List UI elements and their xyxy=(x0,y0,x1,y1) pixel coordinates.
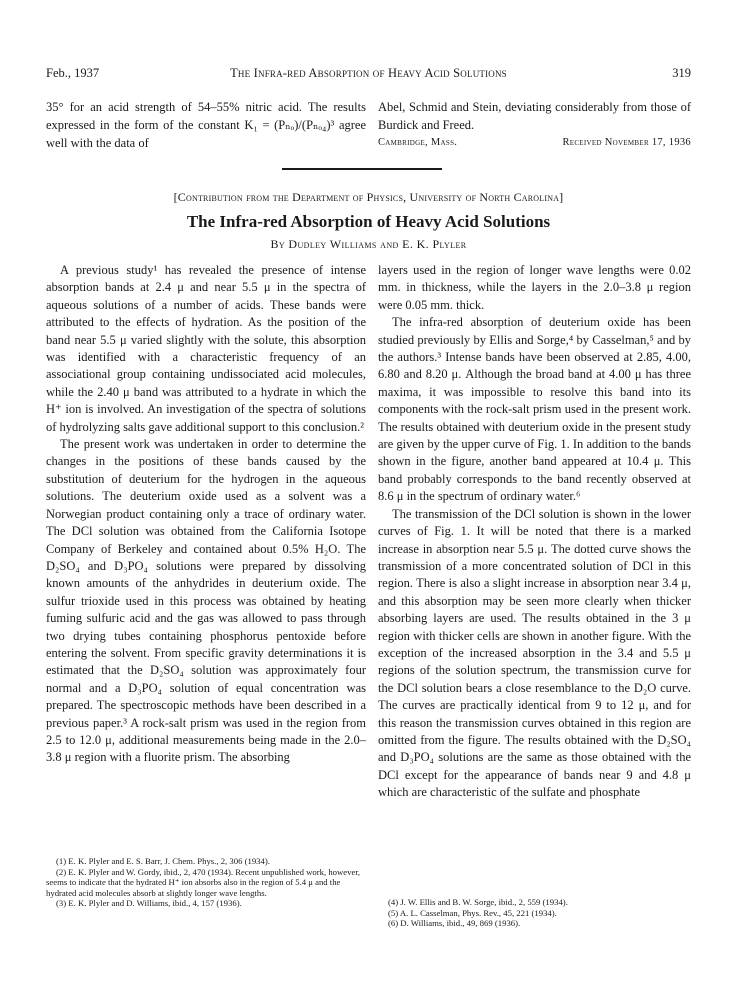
paragraph: The transmission of the DCl solution is shown in the lower curves of Fig. 1. It will be noted that there is a marked increase in absorption near 5.5 μ. The dotted curve shows the transmission of a more concentrated solution of DCl in this region. There is also a slight increase in absorption near 3.4 μ, and this absorption may be seen more clearly when thicker absorbing layers are used. The results obtained in the 3 μ region with thicker cells are shown in another figure. With the exception of the increased absorption in the 3.4 and 5.5 μ regions of the solution spectrum, the transmission curve for the DCl solution bears a close resemblance to the D₂O curve. The curves are practically identical from 9 to 12 μ, and for this reason the transmission curves obtained in this region are omitted from the figure. The results obtained with the D₂SO₄ and D₃PO₄ solutions are the same as those obtained with the DCl except for the appearance of bands near 9 and 4.8 μ which are characteristic of the sulfate and phosphate xyxy=(378,506,691,800)
article-byline: By Dudley Williams and E. K. Plyler xyxy=(270,237,467,251)
issue-date: Feb., 1937 xyxy=(46,66,100,80)
paragraph: A previous study¹ has revealed the presence of intense absorption bands at 2.4 μ and near 5.5 μ in the spectra of aqueous solutions of a number of acids. These bands were attributed to the effects of hydration. As the position of the band near 5.5 μ varied slightly with the solute, this absorption was identified with a characteristic frequency of an associational group containing undissociated acid molecules, while the 2.40 μ band was attributed to a hydrate in which the H⁺ ion is involved. An investigation of the spectra of solutions of hydrolyzing salts gave additional support to this conclusion.² xyxy=(46,263,366,434)
paragraph: The present work was undertaken in order to determine the changes in the positions of these bands caused by the substitution of deuterium for the hydrogen in the aqueous solutions. The deuterium oxide used as a solvent was a Norwegian product containing only a trace of ordinary water. The DCl solution was obtained from the California Isotope Company of Berkeley and contained about 0.5% H₂O. The D₂SO₄ and D₃PO₄ solutions were prepared by dissolving known amounts of the anhydrides in deuterium oxide. The sulfur trioxide used in this process was obtained by heating fuming sulfuric acid and the gas was allowed to pass through two drying tubes containing phosphorus pentoxide before entering the solvent. From specific gravity determinations it is estimated that the D₂SO₄ solution was approximately four normal and a D₃PO₄ solution of equal concentration was prepared. The spectroscopic methods have been described in a previous paper.³ A rock-salt prism was used in the region from 2.5 to 12.0 μ, additional measurements being made in the 2.0–3.8 μ region with a fluorite prism. The absorbing xyxy=(46,437,366,765)
received-date: Received November 17, 1936 xyxy=(562,137,691,148)
running-title: The Infra-red Absorption of Heavy Acid Solutions xyxy=(230,66,507,80)
body-left-column xyxy=(46,262,366,767)
contribution-line: [Contribution from the Department of Physics, University of North Carolina] xyxy=(173,190,564,204)
journal-page xyxy=(46,0,691,1004)
page-number: 319 xyxy=(672,66,691,80)
article-body xyxy=(46,262,691,862)
footnote: (4) J. W. Ellis and B. W. Sorge, ibid., 2, 559 (1934). xyxy=(388,897,568,907)
previous-article-end xyxy=(46,98,691,158)
footnote: (1) E. K. Plyler and E. S. Barr, J. Chem. Phys., 2, 306 (1934). xyxy=(56,856,270,866)
previous-article-right-text: Abel, Schmid and Stein, deviating considerably from those of Burdick and Freed. xyxy=(378,100,691,132)
paragraph: layers used in the region of longer wave lengths were 0.02 mm. in thickness, while the layers in the 2.0–3.8 μ region were 0.05 mm. thick. xyxy=(378,263,691,312)
article-title: The Infra-red Absorption of Heavy Acid Solutions xyxy=(186,212,551,231)
previous-article-right-column xyxy=(378,98,691,152)
footnotes-right xyxy=(378,897,691,929)
footnote: (6) D. Williams, ibid., 49, 869 (1936). xyxy=(388,918,521,929)
previous-article-left-column xyxy=(46,98,366,152)
paragraph: The infra-red absorption of deuterium oxide has been studied previously by Ellis and Sorge,⁴ by Casselman,⁵ and by the authors.³ Intense bands have been observed at 2.85, 4.00, 6.80 and 8.20 μ. Although the broad band at 4.00 μ has three maxima, it was impossible to resolve this band into its components with the rock-salt prism used in the present work. The results obtained with deuterium oxide in the present study are given by the upper curve of Fig. 1. In addition to the bands shown in the figure, another band appeared at 10.4 μ. This band probably corresponds to the band recently observed at 8.6 μ in the spectrum of ordinary water.⁶ xyxy=(378,315,691,504)
body-right-column xyxy=(378,262,691,802)
running-header xyxy=(46,66,691,84)
author-location: Cambridge, Mass. xyxy=(378,137,458,148)
footnote: (3) E. K. Plyler and D. Williams, ibid., 4, 157 (1936). xyxy=(56,898,242,909)
previous-article-left-text: 35° for an acid strength of 54–55% nitric acid. The results expressed in the form of the constant K₁ = (Pₙₒ)/(Pₙₒ₄)³ agree well with the data of xyxy=(46,100,366,150)
footnotes-left xyxy=(46,856,366,909)
section-divider xyxy=(282,168,442,170)
footnote: (5) A. L. Casselman, Phys. Rev., 45, 221 (1934). xyxy=(388,907,557,918)
footnote: (2) E. K. Plyler and W. Gordy, ibid., 2, 470 (1934). Recent unpublished work, however, seems to indicate that the hydrated H⁺ ion absorbs also in the region of 5.4 μ and the hydrated acid molecules absorb at slightly longer wave lengths. xyxy=(46,866,361,898)
received-line xyxy=(378,134,691,152)
